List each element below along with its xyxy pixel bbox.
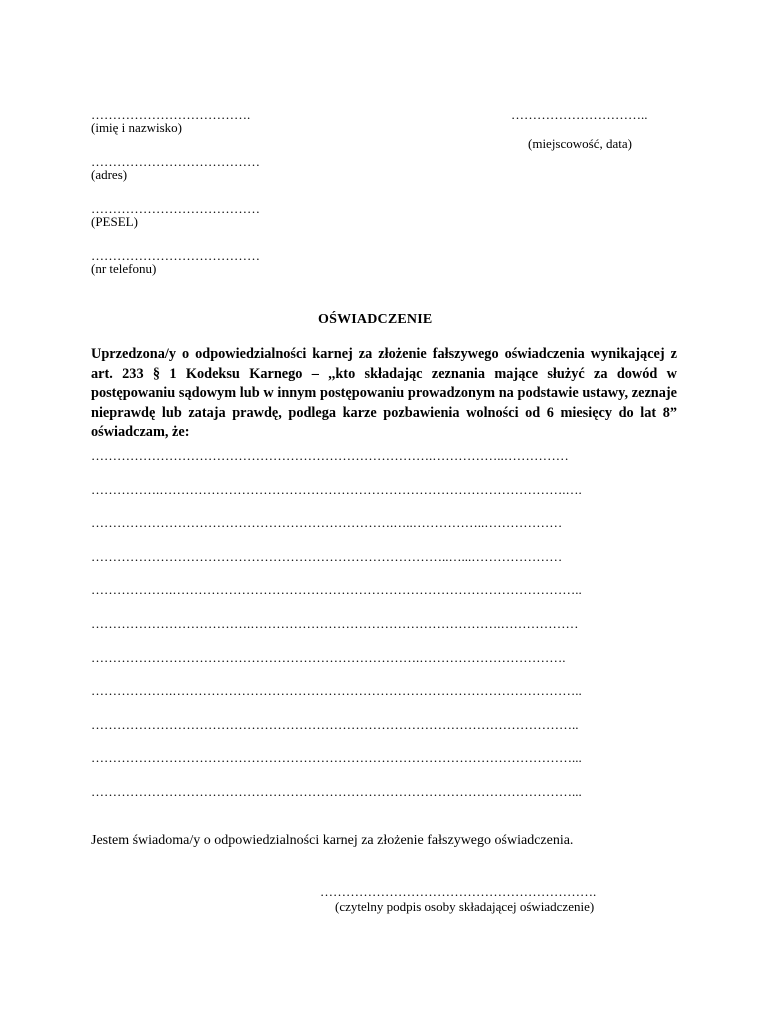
name-label: (imię i nazwisko) — [91, 120, 182, 135]
answer-line[interactable]: …………………………………………………………….…..……………..……………… — [91, 515, 563, 530]
answer-line[interactable]: …………………………………………………………………….……………..…………… — [91, 448, 569, 463]
answer-line[interactable]: ……………….………………………………………………………………………………….. — [91, 582, 582, 597]
place-date-fill-line[interactable]: ………………………….. — [511, 107, 648, 122]
pesel-fill-line[interactable]: ………………………………… — [91, 201, 260, 216]
address-fill-line[interactable]: ………………………………… — [91, 154, 260, 169]
answer-line[interactable]: ………………………………………………………………………………………………….. — [91, 717, 579, 732]
closing-statement: Jestem świadoma/y o odpowiedzialności karnej za złożenie fałszywego oświadczenia. — [91, 833, 574, 848]
answer-line[interactable]: …………………………………………………………………………………………………... — [91, 784, 582, 799]
answer-line[interactable]: ………………………………………………………………….……………………………. — [91, 650, 566, 665]
name-fill-line[interactable]: ………………………………. — [91, 107, 251, 122]
document-title: OŚWIADCZENIE — [318, 312, 433, 327]
signature-label: (czytelny podpis osoby składającej oświadczenie) — [335, 899, 595, 914]
place-date-label: (miejscowość, data) — [528, 136, 632, 151]
answer-line[interactable]: ………………………………………………………………………..…...………………… — [91, 549, 563, 564]
phone-fill-line[interactable]: ………………………………… — [91, 248, 260, 263]
answer-line[interactable]: ……………………………….………………………………………………….……………… — [91, 616, 579, 631]
phone-label: (nr telefonu) — [91, 261, 157, 276]
pesel-label: (PESEL) — [91, 214, 138, 229]
signature-fill-line[interactable]: ………………………………………………………. — [320, 884, 597, 899]
answer-line[interactable]: …………….………………………………………………………………………………….…. — [91, 482, 582, 497]
address-label: (adres) — [91, 167, 128, 182]
answer-line[interactable]: ……………….………………………………………………………………………………….. — [91, 683, 582, 698]
answer-line[interactable]: …………………………………………………………………………………………………... — [91, 750, 582, 765]
intro-paragraph: Uprzedzona/y o odpowiedzialności karnej za złożenie fałszywego oświadczenia wynikającej z art. 233 § 1 Kodeksu Karnego – ,,kto składając zeznania mające służyć za dowód w postępowaniu sądowym lub w innym postępowaniu prowadzonym na podstawie ustawy, zeznaje nieprawdę lub zataja prawdę, podlega karze pozbawienia wolności od 6 miesięcy do lat 8” oświadczam, że: — [91, 346, 677, 440]
